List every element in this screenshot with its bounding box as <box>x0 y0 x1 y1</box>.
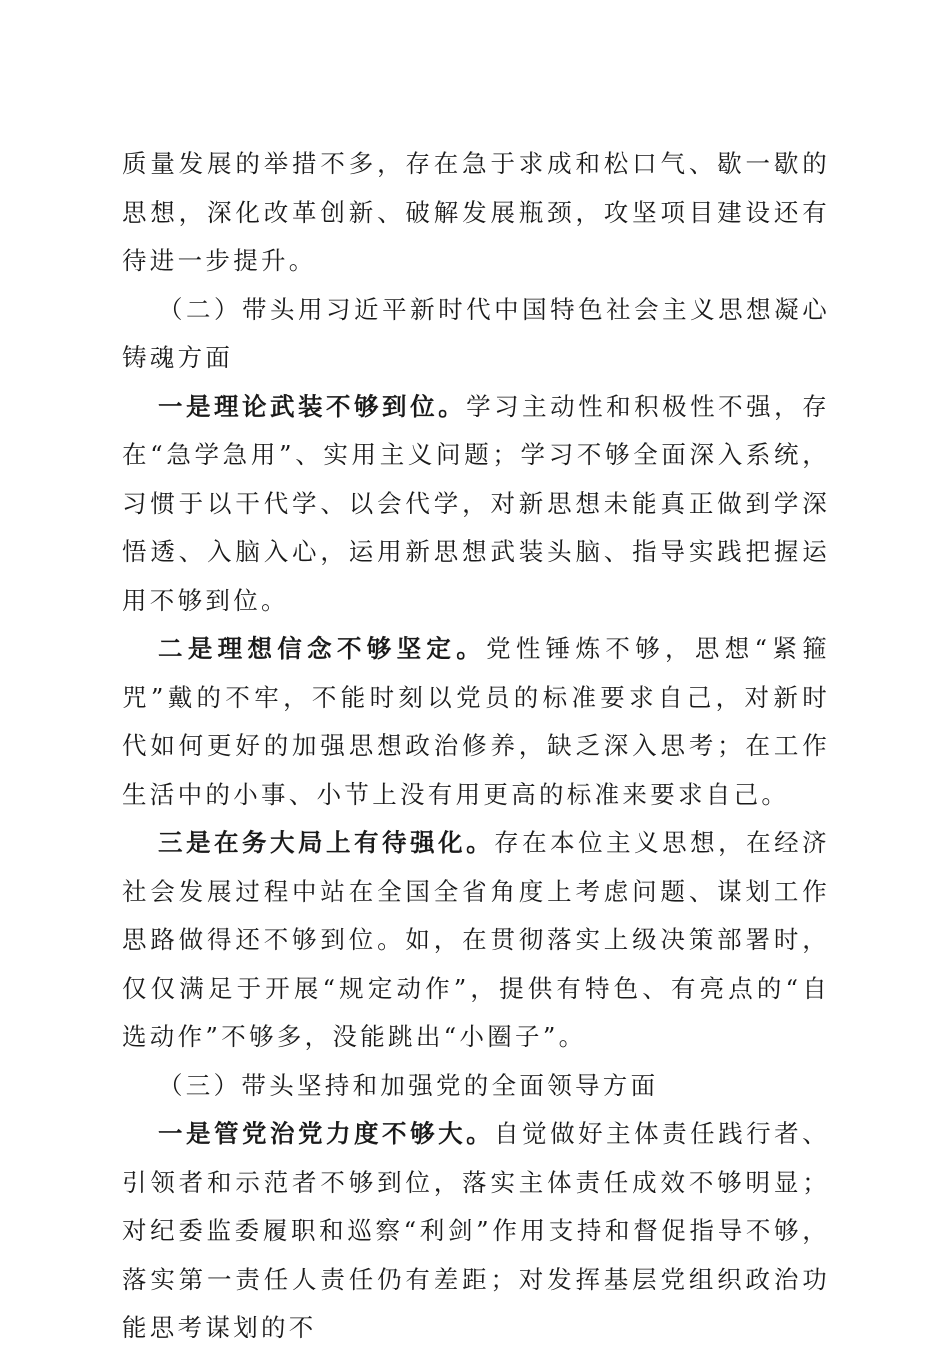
paragraph-ideals-beliefs <box>122 625 830 819</box>
paragraph-text: 学习主动性和积极性不强，存在“急学急用”、实用主义问题；学习不够全面深入系统，习惯于以干代学、以会代学，对新思想未能真正做到学深悟透、入脑入心，运用新思想武装头脑、指导实践把握运用不够到位。 <box>122 391 830 615</box>
heading-text: （三）带头坚持和加强党的全面领导方面 <box>158 1070 659 1100</box>
paragraph-overall-situation <box>122 819 830 1062</box>
paragraph-lead: 三是在务大局上有待强化。 <box>158 828 495 857</box>
paragraph-theory-armament <box>122 383 830 626</box>
paragraph-lead: 一是管党治党力度不够大。 <box>158 1119 495 1148</box>
paragraph-text: 自觉做好主体责任践行者、引领者和示范者不够到位，落实主体责任成效不够明显；对纪委监委履职和巡察“利剑”作用支持和督促指导不够，落实第一责任人责任仍有差距；对发挥基层党组织政治功能思考谋划的不 <box>122 1119 830 1342</box>
paragraph-lead: 一是理论武装不够到位。 <box>158 391 467 421</box>
heading-text: （二）带头用习近平新时代中国特色社会主义思想凝心铸魂方面 <box>122 294 830 372</box>
paragraph-text: 党性锤炼不够，思想“紧箍咒”戴的不牢，不能时刻以党员的标准要求自己，对新时代如何更好的加强思想政治修养，缺乏深入思考；在工作生活中的小事、小节上没有用更高的标准来要求自己。 <box>122 634 830 809</box>
section-heading-2 <box>122 286 830 383</box>
paragraph-continued <box>122 140 830 286</box>
paragraph-text: 质量发展的举措不多，存在急于求成和松口气、歇一歇的思想，深化改革创新、破解发展瓶颈，攻坚项目建设还有待进一步提升。 <box>122 149 830 275</box>
paragraph-party-governance <box>122 1110 830 1353</box>
paragraph-text: 存在本位主义思想，在经济社会发展过程中站在全国全省角度上考虑问题、谋划工作思路做得还不够到位。如，在贯彻落实上级决策部署时，仅仅满足于开展“规定动作”，提供有特色、有亮点的“自选动作”不够多，没能跳出“小圈子”。 <box>122 828 830 1051</box>
paragraph-lead: 二是理想信念不够坚定。 <box>158 634 487 663</box>
section-heading-3 <box>122 1062 830 1111</box>
